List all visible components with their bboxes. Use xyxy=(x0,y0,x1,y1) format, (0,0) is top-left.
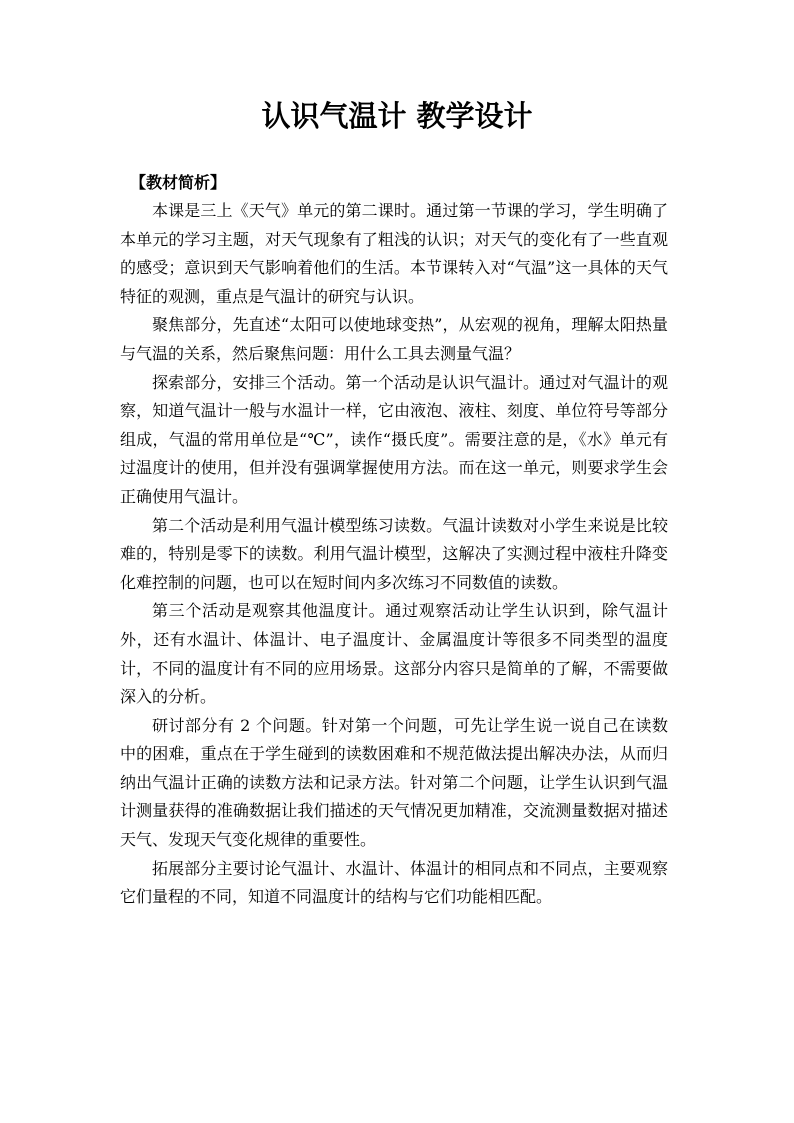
paragraph-intro: 本课是三上《天气》单元的第二课时。通过第一节课的学习，学生明确了本单元的学习主题，对天气现象有了粗浅的认识；对天气的变化有了一些直观的感受；意识到天气影响着他们的生活。本节课转入对“气温”这一具体的天气特征的观测，重点是气温计的研究与认识。 xyxy=(120,201,668,306)
paragraph-activity-three: 第三个活动是观察其他温度计。通过观察活动让学生认识到，除气温计外，还有水温计、体温计、电子温度计、金属温度计等很多不同类型的温度计，不同的温度计有不同的应用场景。这部分内容只是简单的了解，不需要做深入的分析。 xyxy=(120,601,668,707)
document-title: 认识气温计 教学设计 xyxy=(261,99,533,133)
paragraph-extension: 拓展部分主要讨论气温计、水温计、体温计的相同点和不同点，主要观察它们量程的不同，知道不同温度计的结构与它们功能相匹配。 xyxy=(120,858,668,907)
paragraph-activity-two: 第二个活动是利用气温计模型练习读数。气温计读数对小学生来说是比较难的，特别是零下的读数。利用气温计模型，这解决了实测过程中液柱升降变化难控制的问题，也可以在短时间内多次练习不同数值的读数。 xyxy=(120,515,668,592)
paragraph-explore: 探索部分，安排三个活动。第一个活动是认识气温计。通过对气温计的观察，知道气温计一般与水温计一样，它由液泡、液柱、刻度、单位符号等部分组成，气温的常用单位是“℃”，读作“摄氏度”。需要注意的是，《水》单元有过温度计的使用，但并没有强调掌握使用方法。而在这一单元，则要求学生会正确使用气温计。 xyxy=(120,372,668,506)
document-body xyxy=(120,168,668,912)
paragraph-focus: 聚焦部分，先直述“太阳可以使地球变热”，从宏观的视角，理解太阳热量与气温的关系，然后聚焦问题：用什么工具去测量气温？ xyxy=(120,315,668,363)
section-heading: 【教材简析】 xyxy=(130,173,227,192)
paragraph-discussion: 研讨部分有 2 个问题。针对第一个问题，可先让学生说一说自己在读数中的困难，重点在于学生碰到的读数困难和不规范做法提出解决办法，从而归纳出气温计正确的读数方法和记录方法。针对第二个问题，让学生认识到气温计测量获得的准确数据让我们描述的天气情况更加精准，交流测量数据对描述天气、发现天气变化规律的重要性。 xyxy=(120,715,668,850)
